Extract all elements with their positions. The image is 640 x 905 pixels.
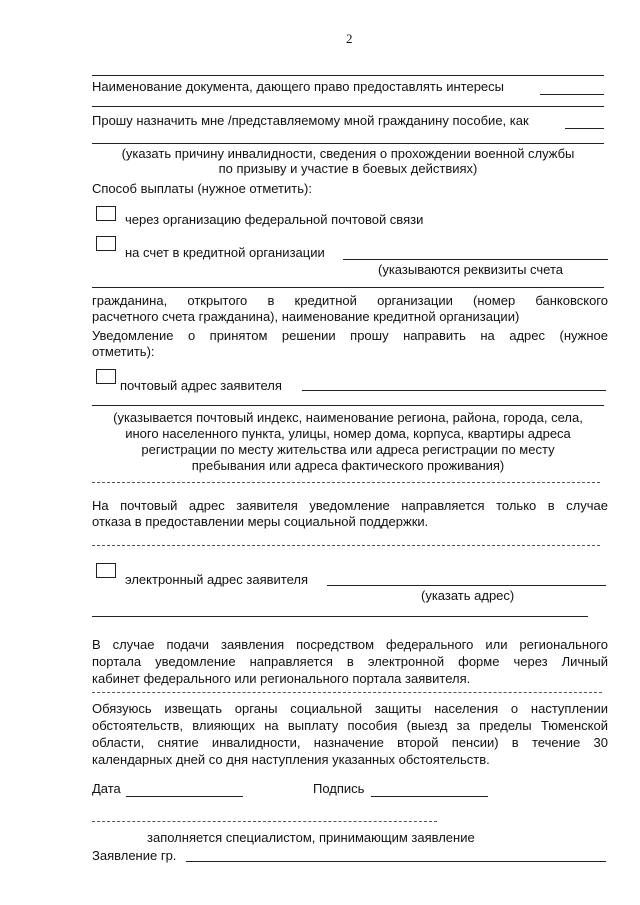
postal-checkbox[interactable] (96, 369, 116, 384)
email-field-line2[interactable] (92, 616, 588, 617)
postal-hint-3: регистрации по месту жительства или адреса регистрации по месту (141, 442, 555, 457)
bank-hint-2-line2: расчетного счета гражданина), наименование кредитной организации) (92, 309, 520, 324)
portal-note-line2: портала уведомление направляется в электронной форме через Личный (92, 654, 608, 669)
bank-label: на счет в кредитной организации (125, 245, 325, 260)
dashed-separator (92, 482, 600, 483)
email-checkbox[interactable] (96, 563, 116, 578)
signature-field[interactable] (371, 796, 488, 797)
postal-label: почтовый адрес заявителя (120, 378, 282, 393)
postal-field-line2[interactable] (92, 405, 604, 406)
signature-label: Подпись (313, 781, 365, 796)
obligation-line3: области, снятие инвалидности, назначение второй пенсии) в течение 30 (92, 735, 608, 750)
reason-hint-line2: по призыву и участие в боевых действиях) (218, 161, 478, 176)
doc-name-label: Наименование документа, дающего право предоставлять интересы (92, 79, 505, 94)
email-label: электронный адрес заявителя (125, 572, 309, 587)
notification-line1: Уведомление о принятом решении прошу направить на адрес (нужное (92, 328, 608, 343)
specialist-caption: заполняется специалистом, принимающим заявление (147, 830, 475, 845)
bank-details-line[interactable] (92, 287, 604, 288)
postal-note-line1: На почтовый адрес заявителя уведомление направляется только в случае (92, 498, 608, 513)
dashed-separator (92, 821, 437, 822)
blank-line (92, 75, 604, 76)
bank-hint-2-line1: гражданина, открытого в кредитной организации (номер банковского (92, 293, 608, 308)
postal-hint-4: пребывания или адреса фактического проживания) (191, 458, 505, 473)
request-label: Прошу назначить мне /представляемому мной гражданину пособие, как (92, 113, 529, 128)
postal-note-line2: отказа в предоставлении меры социальной поддержки. (92, 514, 429, 529)
notification-line2: отметить): (92, 344, 155, 359)
post-office-label: через организацию федеральной почтовой связи (125, 212, 424, 227)
obligation-line2: обстоятельств, влияющих на выплату пособия (выезд за пределы Тюменской (92, 718, 608, 733)
email-hint: (указать адрес) (421, 588, 515, 603)
postal-field[interactable] (302, 390, 606, 391)
bank-hint-1: (указываются реквизиты счета (378, 262, 564, 277)
obligation-line1: Обязуюсь извещать органы социальной защиты населения о наступлении (92, 701, 608, 716)
page-number: 2 (346, 31, 353, 46)
blank-line (92, 106, 604, 107)
bank-field[interactable] (343, 259, 608, 260)
doc-name-field[interactable] (540, 94, 604, 95)
blank-line (92, 143, 604, 144)
email-field[interactable] (327, 585, 606, 586)
dashed-separator (92, 545, 600, 546)
application-label: Заявление гр. (92, 848, 177, 863)
date-label: Дата (92, 781, 121, 796)
postal-hint-1: (указывается почтовый индекс, наименование региона, района, города, села, (113, 410, 583, 425)
application-field[interactable] (186, 861, 606, 862)
obligation-line4: календарных дней со дня наступления указанных обстоятельств. (92, 752, 490, 767)
portal-note-line1: В случае подачи заявления посредством федерального или регионального (92, 637, 608, 652)
postal-hint-2: иного населенного пункта, улицы, номер дома, корпуса, квартиры адреса (125, 426, 571, 441)
payment-title: Способ выплаты (нужное отметить): (92, 181, 312, 196)
bank-checkbox[interactable] (96, 236, 116, 251)
portal-note-line3: кабинет федерального или регионального портала заявителя. (92, 671, 471, 686)
request-field[interactable] (565, 128, 604, 129)
post-office-checkbox[interactable] (96, 206, 116, 221)
reason-hint-line1: (указать причину инвалидности, сведения о прохождении военной службы (121, 146, 575, 161)
dashed-separator (92, 692, 602, 693)
portal-note (92, 636, 608, 687)
date-field[interactable] (126, 796, 243, 797)
obligation-text (92, 700, 608, 768)
